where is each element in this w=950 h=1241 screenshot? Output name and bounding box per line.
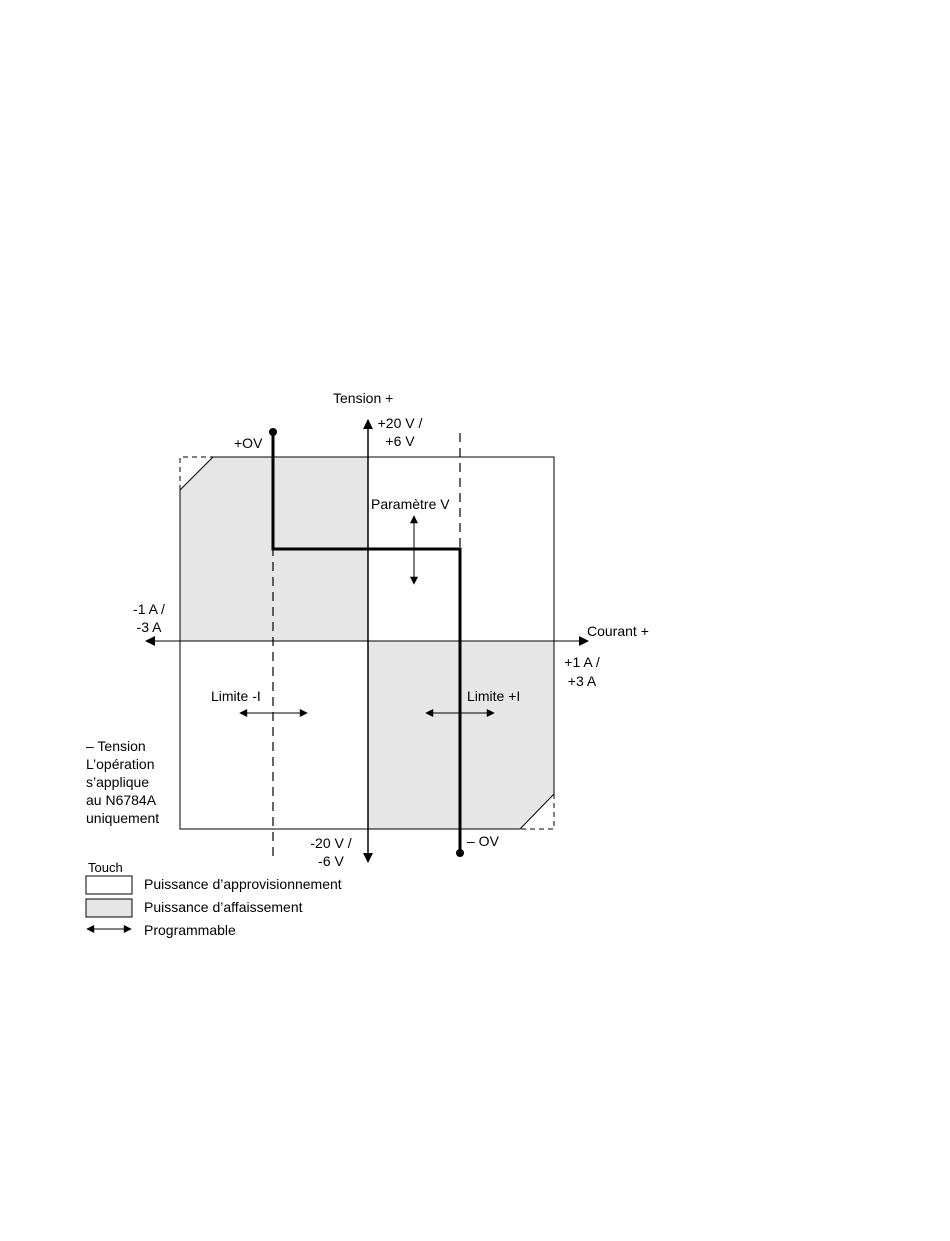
plus-ov-endpoint xyxy=(269,428,277,436)
voltage-max-label-line1: +20 V / xyxy=(377,415,423,431)
legend-programmable-label: Programmable xyxy=(144,922,236,938)
note-line-5: uniquement xyxy=(86,810,160,826)
note-line-3: s’applique xyxy=(86,774,150,790)
current-max-label-line2: +3 A xyxy=(567,673,597,689)
voltage-min-label-line2: -6 V xyxy=(318,853,344,869)
limit-minus-i-label: Limite -I xyxy=(211,688,261,704)
current-axis-label: Courant + xyxy=(587,623,649,639)
legend-sink-label: Puissance d’affaissement xyxy=(144,899,303,915)
limit-plus-i-label: Limite +I xyxy=(467,688,521,704)
note-line-4: au N6784A xyxy=(86,792,157,808)
note-line-2: L’opération xyxy=(86,756,155,772)
current-min-label-line2: -3 A xyxy=(136,619,162,635)
minus-ov-label: – OV xyxy=(467,833,499,849)
legend-sink-swatch xyxy=(86,899,132,917)
current-max-label-line1: +1 A / xyxy=(564,654,600,670)
note-line-1: – Tension xyxy=(86,738,146,754)
voltage-axis-label: Tension + xyxy=(333,390,394,406)
voltage-max-label-line2: +6 V xyxy=(385,433,415,449)
voltage-setting-label: Paramètre V xyxy=(371,496,450,512)
plus-ov-label: +OV xyxy=(234,435,263,451)
legend-title: Touch xyxy=(88,860,123,875)
legend-source-label: Puissance d’approvisionnement xyxy=(144,876,342,892)
minus-ov-endpoint xyxy=(456,849,464,857)
current-min-label-line1: -1 A / xyxy=(133,601,165,617)
legend-source-swatch xyxy=(86,876,132,894)
voltage-min-label-line1: -20 V / xyxy=(310,835,352,851)
